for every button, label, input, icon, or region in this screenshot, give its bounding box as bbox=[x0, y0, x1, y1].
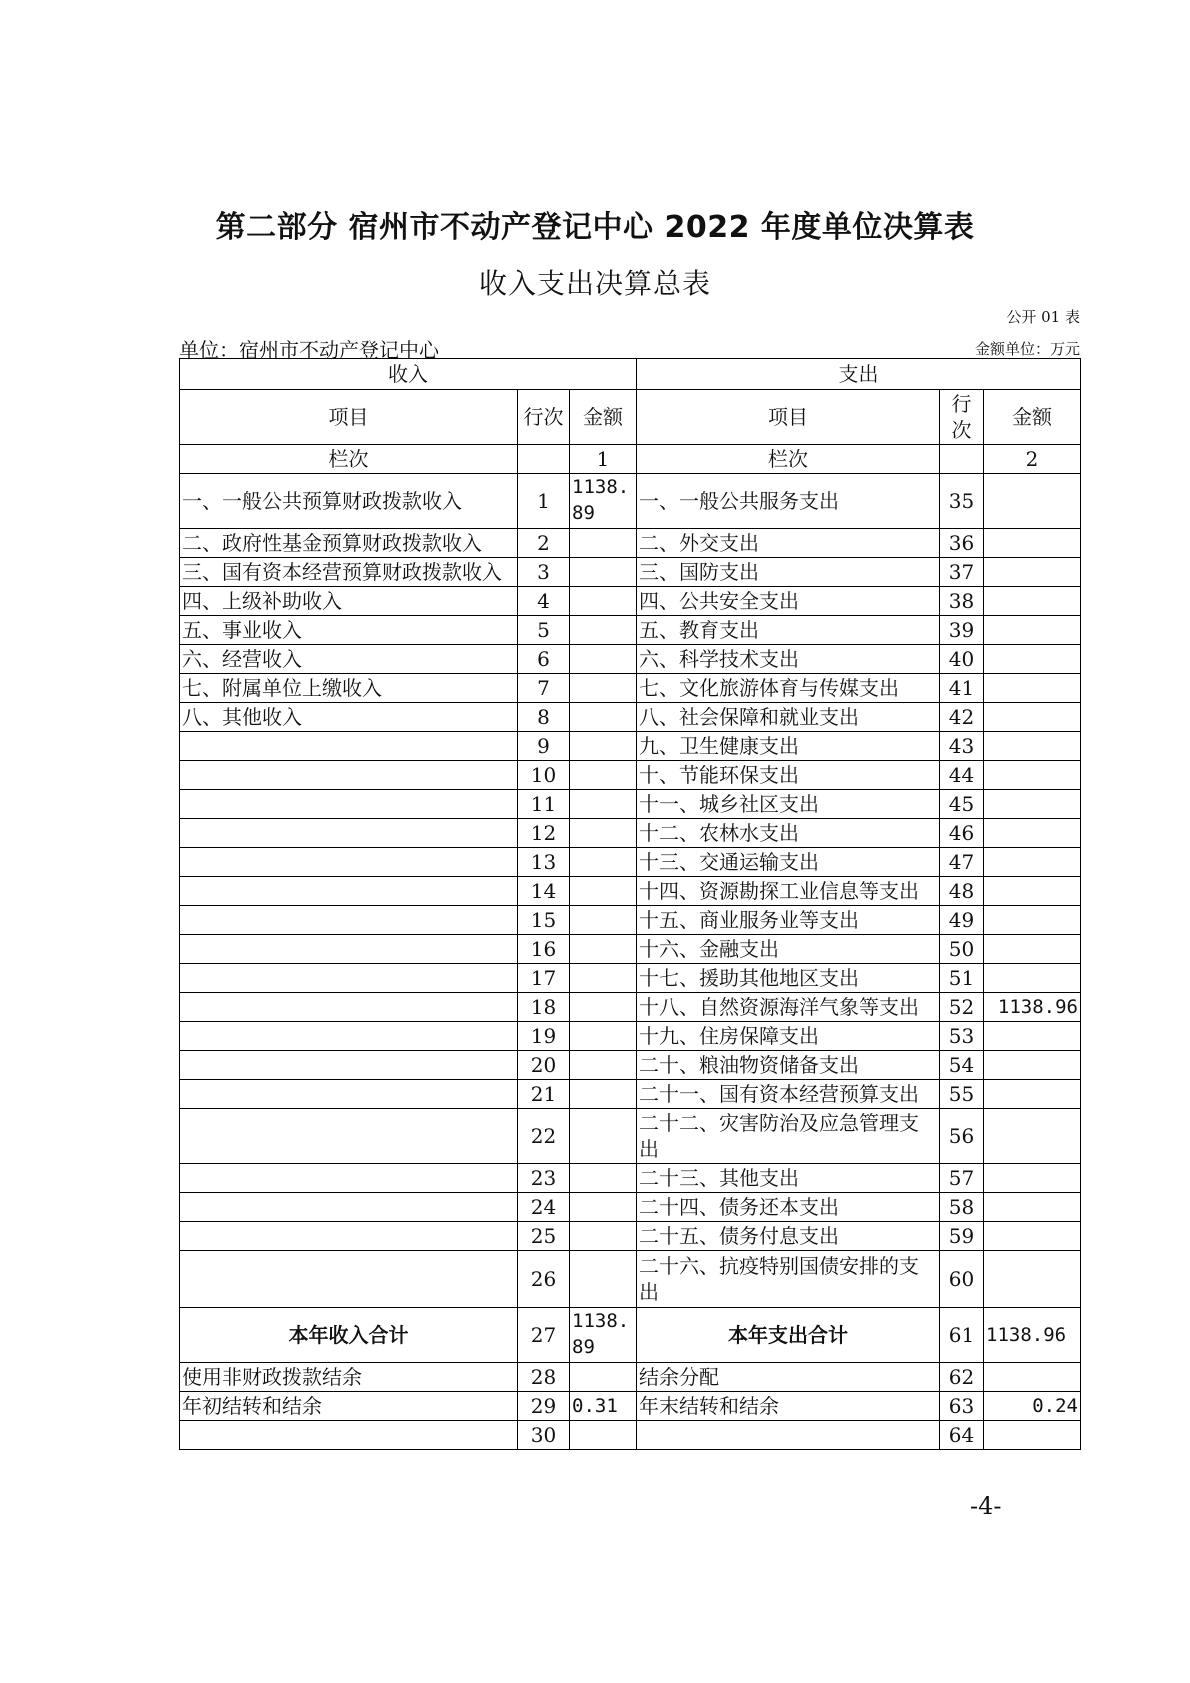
income-row-no-cell: 20 bbox=[518, 1051, 570, 1080]
expense-amount-cell bbox=[984, 1164, 1081, 1193]
income-row-no-cell: 17 bbox=[518, 964, 570, 993]
income-item-cell bbox=[180, 993, 518, 1022]
income-item-cell bbox=[180, 906, 518, 935]
expense-row-no-cell: 37 bbox=[940, 558, 984, 587]
expense-item-cell: 五、教育支出 bbox=[637, 616, 940, 645]
income-item-cell: 五、事业收入 bbox=[180, 616, 518, 645]
income-row-no-cell: 7 bbox=[518, 674, 570, 703]
expense-item-cell: 八、社会保障和就业支出 bbox=[637, 703, 940, 732]
table-row bbox=[180, 964, 1081, 993]
income-row-no-cell: 26 bbox=[518, 1251, 570, 1308]
income-row-no-cell: 16 bbox=[518, 935, 570, 964]
expense-amount-cell bbox=[984, 1193, 1081, 1222]
table-row bbox=[180, 703, 1081, 732]
expense-row-no-cell: 46 bbox=[940, 819, 984, 848]
table-row bbox=[180, 819, 1081, 848]
expense-row-no-cell: 38 bbox=[940, 587, 984, 616]
expense-amount-cell bbox=[984, 1080, 1081, 1109]
income-item-cell bbox=[180, 935, 518, 964]
expense-row-no-cell: 40 bbox=[940, 645, 984, 674]
table-row bbox=[180, 877, 1081, 906]
expense-item-cell: 十五、商业服务业等支出 bbox=[637, 906, 940, 935]
income-amount-cell bbox=[570, 935, 637, 964]
income-item-cell: 本年收入合计 bbox=[180, 1308, 518, 1363]
income-amount-cell bbox=[570, 1363, 637, 1392]
expense-amount-cell bbox=[984, 558, 1081, 587]
income-row-no-cell: 6 bbox=[518, 645, 570, 674]
income-amount-cell bbox=[570, 587, 637, 616]
income-amount-cell bbox=[570, 703, 637, 732]
expense-item-cell: 二十五、债务付息支出 bbox=[637, 1222, 940, 1251]
expense-row-no-cell: 59 bbox=[940, 1222, 984, 1251]
table-row bbox=[180, 761, 1081, 790]
income-item-cell bbox=[180, 1022, 518, 1051]
expense-amount-cell bbox=[984, 935, 1081, 964]
empty-cell bbox=[940, 445, 984, 474]
income-row-no-cell: 1 bbox=[518, 474, 570, 529]
expense-row-no-cell: 57 bbox=[940, 1164, 984, 1193]
table-row bbox=[180, 529, 1081, 558]
income-row-no-cell: 24 bbox=[518, 1193, 570, 1222]
income-item-cell bbox=[180, 964, 518, 993]
income-amount-cell bbox=[570, 1421, 637, 1450]
income-row-no-cell: 29 bbox=[518, 1392, 570, 1421]
income-row-no-cell: 19 bbox=[518, 1022, 570, 1051]
section-header-row bbox=[180, 359, 1081, 390]
income-row-no-cell: 28 bbox=[518, 1363, 570, 1392]
income-item-cell: 二、政府性基金预算财政拨款收入 bbox=[180, 529, 518, 558]
table-row bbox=[180, 935, 1081, 964]
table-row bbox=[180, 1022, 1081, 1051]
income-amount-cell bbox=[570, 1022, 637, 1051]
expense-item-cell: 十六、金融支出 bbox=[637, 935, 940, 964]
table-row bbox=[180, 993, 1081, 1022]
expense-item-cell: 六、科学技术支出 bbox=[637, 645, 940, 674]
income-amount-cell bbox=[570, 790, 637, 819]
expense-row-no-cell: 35 bbox=[940, 474, 984, 529]
expense-row-no-cell: 41 bbox=[940, 674, 984, 703]
table-row bbox=[180, 1193, 1081, 1222]
expense-item-cell: 二、外交支出 bbox=[637, 529, 940, 558]
expense-item-cell bbox=[637, 1421, 940, 1450]
expense-row-no-cell: 63 bbox=[940, 1392, 984, 1421]
expense-amount-cell bbox=[984, 703, 1081, 732]
expense-amount-cell bbox=[984, 964, 1081, 993]
expense-item-cell: 四、公共安全支出 bbox=[637, 587, 940, 616]
income-amount-cell bbox=[570, 558, 637, 587]
income-item-cell bbox=[180, 1421, 518, 1450]
income-item-cell bbox=[180, 1109, 518, 1164]
expense-item-cell: 九、卫生健康支出 bbox=[637, 732, 940, 761]
income-row-no-cell: 13 bbox=[518, 848, 570, 877]
expense-amount-cell bbox=[984, 1222, 1081, 1251]
expense-amount-cell bbox=[984, 906, 1081, 935]
income-row-no-cell: 2 bbox=[518, 529, 570, 558]
column-number-row bbox=[180, 445, 1081, 474]
income-row-no-cell: 30 bbox=[518, 1421, 570, 1450]
table-row bbox=[180, 587, 1081, 616]
expense-item-cell: 十八、自然资源海洋气象等支出 bbox=[637, 993, 940, 1022]
expense-row-no-cell: 48 bbox=[940, 877, 984, 906]
form-number: 公开 01 表 bbox=[1006, 308, 1080, 326]
table-row bbox=[180, 732, 1081, 761]
expense-item-cell: 二十一、国有资本经营预算支出 bbox=[637, 1080, 940, 1109]
income-amount-cell bbox=[570, 1222, 637, 1251]
expense-amount-cell bbox=[984, 1051, 1081, 1080]
income-amount-cell bbox=[570, 819, 637, 848]
income-row-no-cell: 10 bbox=[518, 761, 570, 790]
expense-item-cell: 十九、住房保障支出 bbox=[637, 1022, 940, 1051]
income-row-no-cell: 18 bbox=[518, 993, 570, 1022]
expense-item-cell: 二十六、抗疫特别国债安排的支出 bbox=[637, 1251, 940, 1308]
income-row-no-cell: 15 bbox=[518, 906, 570, 935]
expense-amount-cell: 1138.96 bbox=[984, 993, 1081, 1022]
table-row bbox=[180, 1051, 1081, 1080]
expense-amount-cell bbox=[984, 1022, 1081, 1051]
expense-item-cell: 十一、城乡社区支出 bbox=[637, 790, 940, 819]
income-amount-cell: 1138.89 bbox=[570, 1308, 637, 1363]
expense-amount-cell bbox=[984, 761, 1081, 790]
income-item-cell bbox=[180, 790, 518, 819]
expense-amount-cell bbox=[984, 848, 1081, 877]
expense-amount-cell bbox=[984, 1251, 1081, 1308]
expense-row-no-cell: 44 bbox=[940, 761, 984, 790]
expense-row-no-cell: 62 bbox=[940, 1363, 984, 1392]
income-item-cell: 七、附属单位上缴收入 bbox=[180, 674, 518, 703]
expense-amount-cell bbox=[984, 529, 1081, 558]
expense-row-no-cell: 47 bbox=[940, 848, 984, 877]
table-row bbox=[180, 1222, 1081, 1251]
expense-row-header: 行 次 bbox=[940, 390, 984, 445]
expense-item-cell: 二十三、其他支出 bbox=[637, 1164, 940, 1193]
expense-item-cell: 三、国防支出 bbox=[637, 558, 940, 587]
expense-item-cell: 七、文化旅游体育与传媒支出 bbox=[637, 674, 940, 703]
income-row-no-cell: 21 bbox=[518, 1080, 570, 1109]
expense-row-no-cell: 43 bbox=[940, 732, 984, 761]
income-amount-cell bbox=[570, 1109, 637, 1164]
income-row-no-cell: 25 bbox=[518, 1222, 570, 1251]
income-amount-cell bbox=[570, 1193, 637, 1222]
expense-amount-cell bbox=[984, 1421, 1081, 1450]
income-row-no-cell: 9 bbox=[518, 732, 570, 761]
expense-amount-cell bbox=[984, 1363, 1081, 1392]
income-amount-cell bbox=[570, 993, 637, 1022]
table-row bbox=[180, 645, 1081, 674]
income-amount-header: 金额 bbox=[570, 390, 637, 445]
expense-item-cell: 二十四、债务还本支出 bbox=[637, 1193, 940, 1222]
expense-row-no-cell: 55 bbox=[940, 1080, 984, 1109]
expense-amount-cell bbox=[984, 819, 1081, 848]
income-item-cell bbox=[180, 848, 518, 877]
expense-amount-cell bbox=[984, 732, 1081, 761]
income-item-cell bbox=[180, 761, 518, 790]
income-expense-table bbox=[179, 358, 1081, 1450]
totals-row bbox=[180, 1308, 1081, 1363]
income-amount-cell: 0.31 bbox=[570, 1392, 637, 1421]
table-row bbox=[180, 848, 1081, 877]
income-amount-cell bbox=[570, 732, 637, 761]
income-amount-cell bbox=[570, 1051, 637, 1080]
income-item-cell: 三、国有资本经营预算财政拨款收入 bbox=[180, 558, 518, 587]
table-row bbox=[180, 1421, 1081, 1450]
income-amount-cell bbox=[570, 674, 637, 703]
income-item-cell bbox=[180, 732, 518, 761]
expense-section-header: 支出 bbox=[637, 359, 1081, 390]
expense-row-no-cell: 56 bbox=[940, 1109, 984, 1164]
expense-row-no-cell: 64 bbox=[940, 1421, 984, 1450]
income-column-no-label: 栏次 bbox=[180, 445, 518, 474]
income-row-no-cell: 12 bbox=[518, 819, 570, 848]
income-item-cell bbox=[180, 1051, 518, 1080]
income-amount-cell bbox=[570, 1164, 637, 1193]
table-row bbox=[180, 558, 1081, 587]
expense-row-no-cell: 52 bbox=[940, 993, 984, 1022]
expense-amount-cell bbox=[984, 674, 1081, 703]
income-row-no-cell: 14 bbox=[518, 877, 570, 906]
expense-item-header: 项目 bbox=[637, 390, 940, 445]
income-row-no-cell: 3 bbox=[518, 558, 570, 587]
expense-row-no-cell: 61 bbox=[940, 1308, 984, 1363]
income-row-no-cell: 4 bbox=[518, 587, 570, 616]
table-row bbox=[180, 1109, 1081, 1164]
expense-item-cell: 本年支出合计 bbox=[637, 1308, 940, 1363]
expense-row-no-cell: 54 bbox=[940, 1051, 984, 1080]
expense-item-cell: 十三、交通运输支出 bbox=[637, 848, 940, 877]
table-row bbox=[180, 674, 1081, 703]
income-row-no-cell: 22 bbox=[518, 1109, 570, 1164]
income-row-no-cell: 5 bbox=[518, 616, 570, 645]
income-amount-cell bbox=[570, 761, 637, 790]
income-row-no-cell: 11 bbox=[518, 790, 570, 819]
income-row-no-cell: 23 bbox=[518, 1164, 570, 1193]
expense-item-cell: 十七、援助其他地区支出 bbox=[637, 964, 940, 993]
table-row bbox=[180, 1251, 1081, 1308]
expense-amount-cell bbox=[984, 616, 1081, 645]
expense-amount-cell bbox=[984, 877, 1081, 906]
income-amount-cell bbox=[570, 906, 637, 935]
income-amount-cell: 1138.89 bbox=[570, 474, 637, 529]
expense-row-no-cell: 39 bbox=[940, 616, 984, 645]
expense-item-cell: 十四、资源勘探工业信息等支出 bbox=[637, 877, 940, 906]
income-item-cell bbox=[180, 877, 518, 906]
table-row bbox=[180, 1363, 1081, 1392]
expense-amount-header: 金额 bbox=[984, 390, 1081, 445]
table-row bbox=[180, 474, 1081, 529]
income-column-no: 1 bbox=[570, 445, 637, 474]
income-item-cell bbox=[180, 1193, 518, 1222]
income-row-no-cell: 27 bbox=[518, 1308, 570, 1363]
table-row bbox=[180, 1392, 1081, 1421]
expense-item-cell: 年末结转和结余 bbox=[637, 1392, 940, 1421]
table-row bbox=[180, 616, 1081, 645]
empty-cell bbox=[518, 445, 570, 474]
income-row-no-cell: 8 bbox=[518, 703, 570, 732]
income-item-cell bbox=[180, 1251, 518, 1308]
table-subtitle: 收入支出决算总表 bbox=[478, 267, 711, 300]
expense-row-no-cell: 53 bbox=[940, 1022, 984, 1051]
expense-row-no-cell: 42 bbox=[940, 703, 984, 732]
expense-amount-cell bbox=[984, 1109, 1081, 1164]
expense-column-no: 2 bbox=[984, 445, 1081, 474]
expense-row-no-cell: 60 bbox=[940, 1251, 984, 1308]
income-amount-cell bbox=[570, 616, 637, 645]
expense-item-cell: 一、一般公共服务支出 bbox=[637, 474, 940, 529]
expense-amount-cell: 1138.96 bbox=[984, 1308, 1081, 1363]
income-amount-cell bbox=[570, 1080, 637, 1109]
income-section-header: 收入 bbox=[180, 359, 637, 390]
page-title: 第二部分 宿州市不动产登记中心 2022 年度单位决算表 bbox=[215, 210, 975, 245]
expense-amount-cell bbox=[984, 790, 1081, 819]
table-row bbox=[180, 906, 1081, 935]
table-row bbox=[180, 1164, 1081, 1193]
expense-amount-cell bbox=[984, 587, 1081, 616]
expense-amount-cell bbox=[984, 645, 1081, 674]
table-row bbox=[180, 790, 1081, 819]
expense-row-no-cell: 49 bbox=[940, 906, 984, 935]
expense-column-no-label: 栏次 bbox=[637, 445, 940, 474]
income-amount-cell bbox=[570, 529, 637, 558]
unit-label: 单位：宿州市不动产登记中心 bbox=[179, 338, 439, 362]
income-item-cell: 一、一般公共预算财政拨款收入 bbox=[180, 474, 518, 529]
page-number: -4- bbox=[970, 1492, 1002, 1520]
income-item-header: 项目 bbox=[180, 390, 518, 445]
income-amount-cell bbox=[570, 877, 637, 906]
expense-row-no-cell: 36 bbox=[940, 529, 984, 558]
column-header-row bbox=[180, 390, 1081, 445]
expense-item-cell: 结余分配 bbox=[637, 1363, 940, 1392]
table-row bbox=[180, 1080, 1081, 1109]
income-item-cell: 四、上级补助收入 bbox=[180, 587, 518, 616]
income-amount-cell bbox=[570, 1251, 637, 1308]
income-amount-cell bbox=[570, 964, 637, 993]
expense-row-no-cell: 58 bbox=[940, 1193, 984, 1222]
income-item-cell: 六、经营收入 bbox=[180, 645, 518, 674]
expense-item-cell: 十、节能环保支出 bbox=[637, 761, 940, 790]
expense-item-cell: 二十二、灾害防治及应急管理支出 bbox=[637, 1109, 940, 1164]
income-item-cell bbox=[180, 819, 518, 848]
income-item-cell bbox=[180, 1080, 518, 1109]
income-item-cell: 使用非财政拨款结余 bbox=[180, 1363, 518, 1392]
expense-row-no-cell: 51 bbox=[940, 964, 984, 993]
expense-row-no-cell: 50 bbox=[940, 935, 984, 964]
income-item-cell: 八、其他收入 bbox=[180, 703, 518, 732]
expense-amount-cell bbox=[984, 474, 1081, 529]
money-unit-label: 金额单位：万元 bbox=[974, 340, 1080, 358]
expense-item-cell: 十二、农林水支出 bbox=[637, 819, 940, 848]
income-item-cell bbox=[180, 1164, 518, 1193]
income-amount-cell bbox=[570, 848, 637, 877]
income-row-header: 行次 bbox=[518, 390, 570, 445]
expense-amount-cell: 0.24 bbox=[984, 1392, 1081, 1421]
income-item-cell bbox=[180, 1222, 518, 1251]
income-amount-cell bbox=[570, 645, 637, 674]
income-item-cell: 年初结转和结余 bbox=[180, 1392, 518, 1421]
expense-item-cell: 二十、粮油物资储备支出 bbox=[637, 1051, 940, 1080]
expense-row-no-cell: 45 bbox=[940, 790, 984, 819]
